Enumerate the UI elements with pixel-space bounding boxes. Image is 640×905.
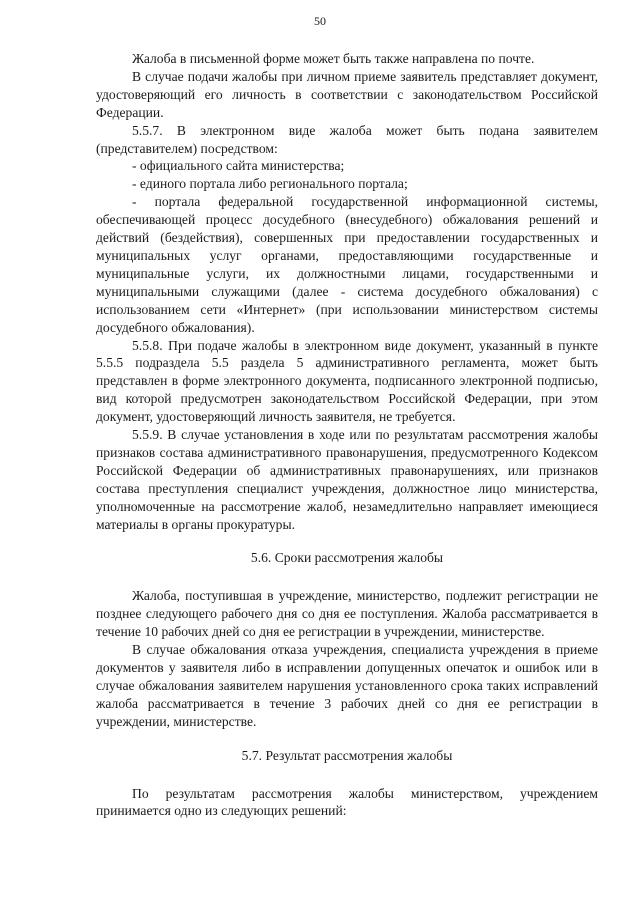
paragraph-personal-submission: В случае подачи жалобы при личном приеме заявитель представляет документ, удостоверяющий его личность в соответствии с законодательством Российской Федерации.: [96, 68, 598, 120]
section-heading-5-7: 5.7. Результат рассмотрения жалобы: [241, 747, 453, 763]
list-item-single-portal: - единого портала либо регионального портала;: [132, 176, 408, 192]
paragraph-5-5-8: 5.5.8. При подаче жалобы в электронном виде документ, указанный в пункте 5.5.5 подраздела 5.5 раздела 5 административного регламента, может быть представлен в форме электронного документа, подписанного электронной подписью, вид которой предусмотрен законодательством Российской Федерации, при этом документ, удостоверяющий личность заявителя, не требуется.: [96, 337, 598, 425]
page-number: 50: [314, 14, 326, 28]
list-item-federal-portal: - портала федеральной государственной информационной системы, обеспечивающей процесс досудебного (внесудебного) обжалования решений и действий (бездействия), совершенных при предоставлении государственных и муниципальных услуг органами, предоставляющими государственные и муниципальные услуги, их должностными лицами, государственными и муниципальными служащими (далее - система досудебного обжалования) с использованием сети «Интернет» (при использовании министерством системы досудебного обжалования).: [96, 194, 598, 335]
paragraph-mail: Жалоба в письменной форме может быть также направлена по почте.: [132, 51, 535, 66]
paragraph-5-5-9: 5.5.9. В случае установления в ходе или по результатам рассмотрения жалобы признаков состава административного правонарушения, предусмотренного Кодексом Российской Федерации об административных правонарушениях, или признаков состава преступления специалист учреждения, должностное лицо министерства, уполномоченные на рассмотрение жалоб, незамедлительно направляет имеющиеся материалы в органы прокуратуры.: [96, 427, 598, 532]
paragraph-registration-terms: Жалоба, поступившая в учреждение, министерство, подлежит регистрации не позднее следующего рабочего дня со дня ее поступления. Жалоба рассматривается в течение 10 рабочих дней со дня ее регистрации в учреждении, министерстве.: [96, 588, 598, 640]
paragraph-decision: По результатам рассмотрения жалобы министерством, учреждением принимается одно из следующих решений:: [96, 785, 598, 819]
list-item-official-site: - официального сайта министерства;: [132, 158, 345, 174]
section-heading-5-6: 5.6. Сроки рассмотрения жалобы: [250, 550, 444, 566]
document-body: [96, 50, 598, 820]
paragraph-5-5-7: 5.5.7. В электронном виде жалоба может быть подана заявителем (представителем) посредством:: [96, 122, 598, 156]
paragraph-refusal-appeal: В случае обжалования отказа учреждения, специалиста учреждения в приеме документов у заявителя либо в исправлении допущенных опечаток и ошибок или в случае обжалования заявителем нарушения установленного срока таких исправлений жалоба рассматривается в течение 3 рабочих дней со дня ее регистрации в учреждении, министерстве.: [96, 642, 598, 729]
